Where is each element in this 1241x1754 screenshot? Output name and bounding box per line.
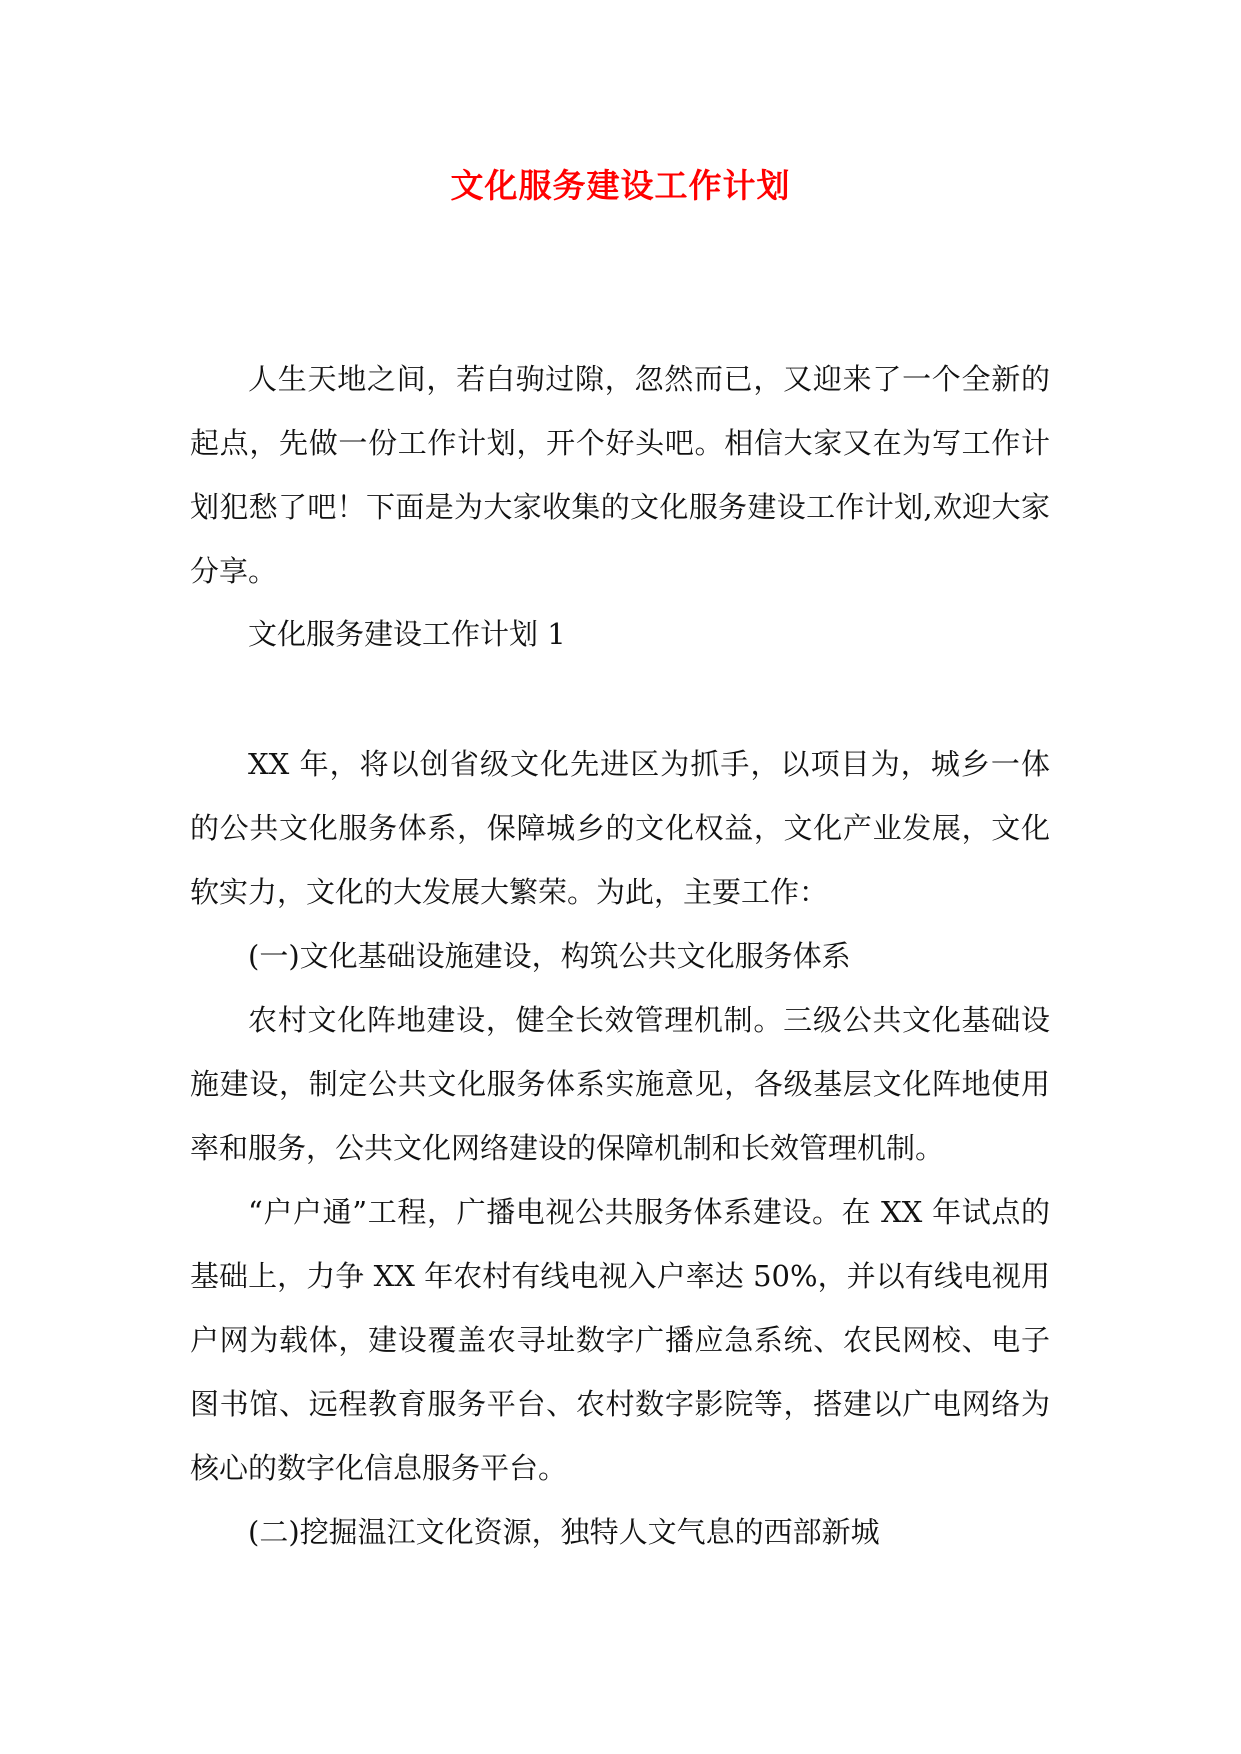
- subheading-two: (二)挖掘温江文化资源，独特人文气息的西部新城: [248, 1515, 880, 1549]
- body-paragraph-rural-culture: 农村文化阵地建设，健全长效管理机制。三级公共文化基础设施建设，制定公共文化服务体系实施意见，各级基层文化阵地使用率和服务，公共文化网络建设的保障机制和长效管理机制。: [190, 1003, 1050, 1165]
- intro-paragraph: 人生天地之间，若白驹过隙，忽然而已，又迎来了一个全新的起点，先做一份工作计划，开个好头吧。相信大家又在为写工作计划犯愁了吧！下面是为大家收集的文化服务建设工作计划,欢迎大家分享。: [190, 362, 1050, 588]
- body-paragraph-overview: XX 年，将以创省级文化先进区为抓手，以项目为，城乡一体的公共文化服务体系，保障城乡的文化权益，文化产业发展，文化软实力，文化的大发展大繁荣。为此，主要工作：: [190, 747, 1050, 909]
- document-title: 文化服务建设工作计划: [450, 166, 791, 205]
- section-heading-plan-1: 文化服务建设工作计划 1: [248, 617, 566, 651]
- body-paragraph-broadcast: “户户通”工程，广播电视公共服务体系建设。在 XX 年试点的基础上，力争 XX 年农村有线电视入户率达 50%，并以有线电视用户网为载体，建设覆盖农寻址数字广播应急系统、农民网校、电子图书馆、远程教育服务平台、农村数字影院等，搭建以广电网络为核心的数字化信息服务平台。: [190, 1195, 1050, 1485]
- subheading-one: (一)文化基础设施建设，构筑公共文化服务体系: [248, 939, 851, 973]
